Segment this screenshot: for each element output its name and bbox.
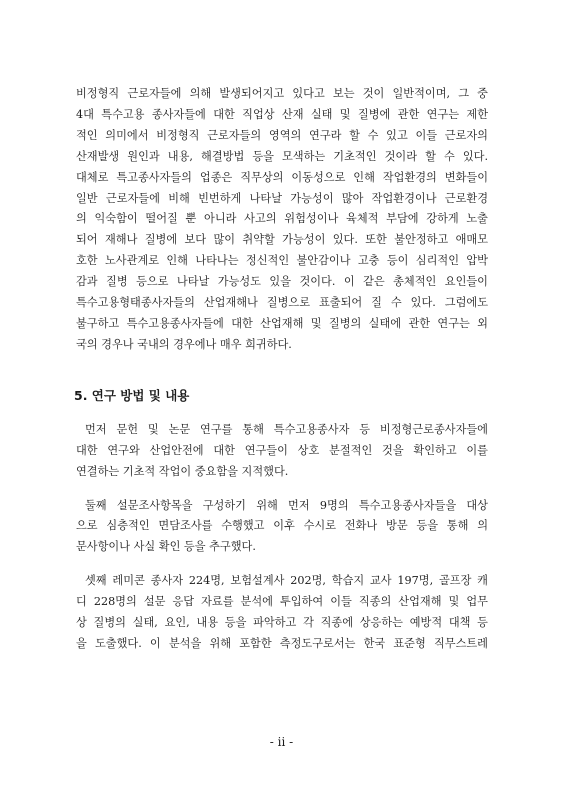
text-line: 먼저 문헌 및 논문 연구를 통해 특수고용종사자 등 비정형근로종사자들에 [85, 422, 488, 436]
text-line: 국의 경우나 국내의 경우에나 매우 희귀하다. [76, 337, 292, 351]
page-number: - ii - [269, 735, 294, 749]
text-line: 되어 재해나 질병에 보다 많이 취약할 가능성이 있다. 또한 불안정하고 애매모 [76, 233, 488, 247]
text-line: 적인 의미에서 비정형직 근로자들의 영역의 연구라 할 수 있고 이들 근로자의 [76, 128, 488, 142]
paragraph-gap [76, 558, 488, 571]
text-line: 비정형직 근로자들에 의해 발생되어지고 있다고 보는 것이 일반적이며, 그 중 [76, 87, 488, 100]
text-line: 디 228명의 설문 응답 자료를 분석에 투입하여 이들 직종의 산업재해 및 업무 [76, 595, 488, 609]
paragraph-method-1 [76, 420, 488, 483]
text-line: 불구하고 특수고용종사자들에 대한 산업재해 및 질병의 실태에 관한 연구는 외 [76, 316, 488, 330]
text-line: 셋째 레미콘 종사자 224명, 보험설계사 202명, 학습지 교사 197명, 골프장 캐 [85, 574, 488, 588]
text-line: 둘째 설문조사항목을 구성하기 위해 먼저 9명의 특수고용종사자들을 대상 [85, 498, 488, 512]
text-line: 상 질병의 실태, 요인, 내용 등을 파악하고 각 직종에 상응하는 예방적 대책 등 [76, 616, 488, 630]
paragraph-method-2 [76, 496, 488, 559]
text-line: 일반 근로자들에 비해 빈번하게 나타날 가능성이 많아 작업환경이나 근로환경 [76, 191, 488, 205]
text-line: 감과 질병 등으로 나타날 가능성도 있을 것이다. 이 같은 총체적인 요인들이 [76, 275, 488, 289]
text-line: 대체로 특고종사자들의 업종은 직무상의 이동성으로 인해 작업환경의 변화들이 [76, 170, 488, 184]
section-heading: 5. 연구 방법 및 내용 [74, 387, 190, 403]
text-line: 으로 심층적인 면담조사를 수행했고 이후 수시로 전화나 방문 등을 통해 의 [76, 519, 488, 533]
document-page [76, 84, 488, 655]
text-line: 을 도출했다. 이 분석을 위해 포함한 측정도구로서는 한국 표준형 직무스트레 [76, 636, 488, 650]
text-line: 특수고용형태종사자들의 산업재해나 질병으로 표출되어 질 수 있다. 그럼에도 [76, 296, 488, 310]
text-line: 문사항이나 사실 확인 등을 추구했다. [76, 540, 256, 554]
paragraph-background [76, 84, 488, 356]
paragraph-method-3 [76, 571, 488, 655]
text-line: 산재발생 원인과 내용, 해결방법 등을 모색하는 기초적인 것이라 할 수 있다. [76, 149, 488, 163]
paragraph-gap [76, 483, 488, 496]
text-line: 호한 노사관계로 인해 나타나는 정신적인 불안감이나 고충 등이 심리적인 압박 [76, 254, 488, 268]
text-line: 4대 특수고용 종사자들에 대한 직업상 산재 실태 및 질병에 관한 연구는 제한 [76, 107, 488, 121]
text-line: 대한 연구와 산업안전에 대한 연구들이 상호 분절적인 것을 확인하고 이를 [76, 443, 488, 457]
text-line: 연결하는 기초적 작업이 중요함을 지적했다. [76, 464, 289, 478]
text-line: 의 익숙함이 떨어질 뿐 아니라 사고의 위험성이나 육체적 부담에 강하게 노출 [76, 212, 488, 226]
